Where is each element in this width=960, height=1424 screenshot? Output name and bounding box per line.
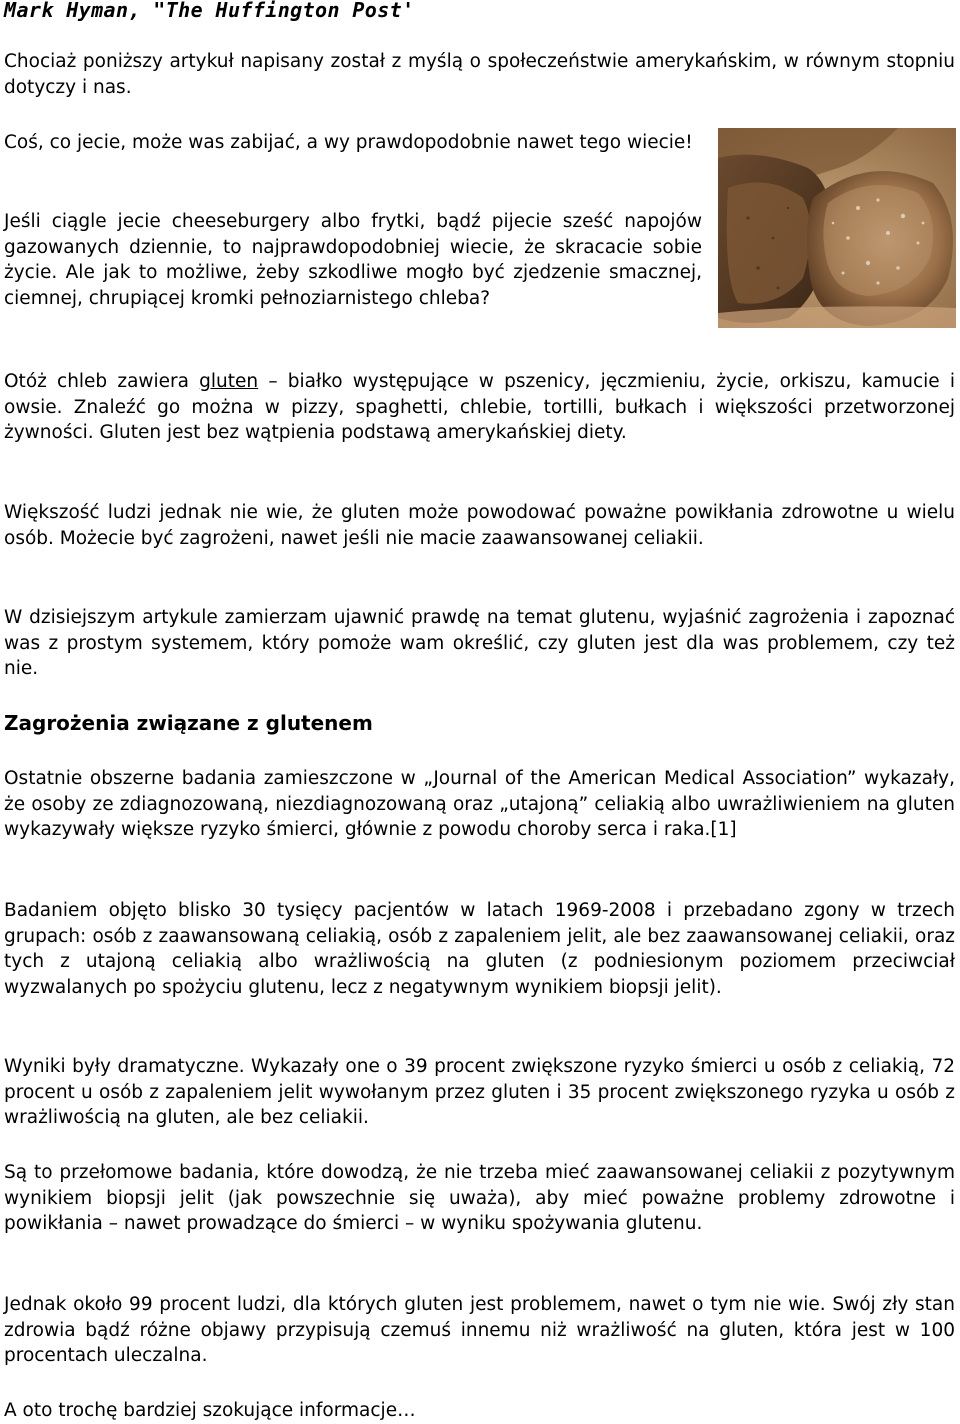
results-paragraph: Wyniki były dramatyczne. Wykazały one o 39 procent zwiększone ryzyko śmierci u osób z celiakią, 72 procent u osób z zapaleniem jelit wywołanym przez gluten i 35 procent zwiększonego ryzyka u osób z wrażliwością na gluten, ale bez celiakii.	[4, 1056, 955, 1129]
bread-photo	[718, 128, 956, 328]
majority-paragraph: Większość ludzi jednak nie wie, że gluten może powodować poważne powikłania zdrowotne u wielu osób. Możecie być zagrożeni, nawet jeśli nie macie zaawansowanej celiakii.	[4, 502, 955, 549]
bread-loaves-image	[718, 128, 956, 328]
unaware-paragraph: Jednak około 99 procent ludzi, dla których gluten jest problemem, nawet o tym nie wie. Swój zły stan zdrowia bądź różne objawy przypisują czemuś innemu niż wrażliwość na gluten, która jest w 100 procentach uleczalna.	[4, 1294, 955, 1367]
article-byline: Mark Hyman, "The Huffington Post'	[4, 0, 415, 22]
gluten-text-after: – białko występujące w pszenicy, jęczmieniu, życie, orkiszu, kamucie i owsie. Znaleźć go można w pizzy, spaghetti, chlebie, tortilli, bułkach i większości przetworzonej żywności. Gluten jest bez wątpienia podstawą amerykańskiej diety.	[4, 371, 955, 444]
gluten-text-before: Otóż chleb zawiera	[4, 371, 200, 392]
intro-paragraph: Chociaż poniższy artykuł napisany został z myślą o społeczeństwie amerykańskim, w równym stopniu dotyczy i nas.	[4, 51, 955, 98]
gluten-link[interactable]: gluten	[199, 371, 259, 392]
gluten-paragraph	[4, 369, 955, 446]
section-heading: Zagrożenia związane z glutenem	[4, 711, 373, 735]
article-purpose-paragraph: W dzisiejszym artykule zamierzam ujawnić prawdę na temat glutenu, wyjaśnić zagrożenia i zapoznać was z prostym systemem, który pomoże wam określić, czy gluten jest dla was problemem, czy też nie.	[4, 607, 955, 680]
more-info-paragraph: A oto trochę bardziej szokujące informacje…	[4, 1400, 416, 1421]
breakthrough-paragraph: Są to przełomowe badania, które dowodzą, że nie trzeba mieć zaawansowanej celiakii z pozytywnym wynikiem biopsji jelit (jak powszechnie się uważa), aby mieć poważne problemy zdrowotne i powikłania – nawet prowadzące do śmierci – w wyniku spożywania glutenu.	[4, 1162, 955, 1235]
cheeseburger-paragraph: Jeśli ciągle jecie cheeseburgery albo frytki, bądź pijecie sześć napojów gazowanych dziennie, to najprawdopodobniej wiecie, że skracacie sobie życie. Ale jak to możliwe, żeby szkodliwe mogło być zjedzenie smacznej, ciemnej, chrupiącej kromki pełnoziarnistego chleba?	[4, 211, 702, 310]
study-paragraph: Badaniem objęto blisko 30 tysięcy pacjentów w latach 1969-2008 i przebadano zgony w trzech grupach: osób z zaawansowaną celiakią, osób z zapaleniem jelit, ale bez zaawansowanej celiakii, oraz tych z utajoną celiakią albo wrażliwością na gluten (z podniesionym poziomem przeciwciał wyzwalanych po spożyciu glutenu, lecz z negatywnym wynikiem biopsji jelit).	[4, 900, 955, 999]
warning-paragraph: Coś, co jecie, może was zabijać, a wy prawdopodobnie nawet tego wiecie!	[4, 132, 693, 153]
jama-paragraph: Ostatnie obszerne badania zamieszczone w „Journal of the American Medical Association” wykazały, że osoby ze zdiagnozowaną, niezdiagnozowaną oraz „utajoną” celiakią albo uwrażliwieniem na gluten wykazywały większe ryzyko śmierci, głównie z powodu choroby serca i raka.[1]	[4, 768, 955, 841]
